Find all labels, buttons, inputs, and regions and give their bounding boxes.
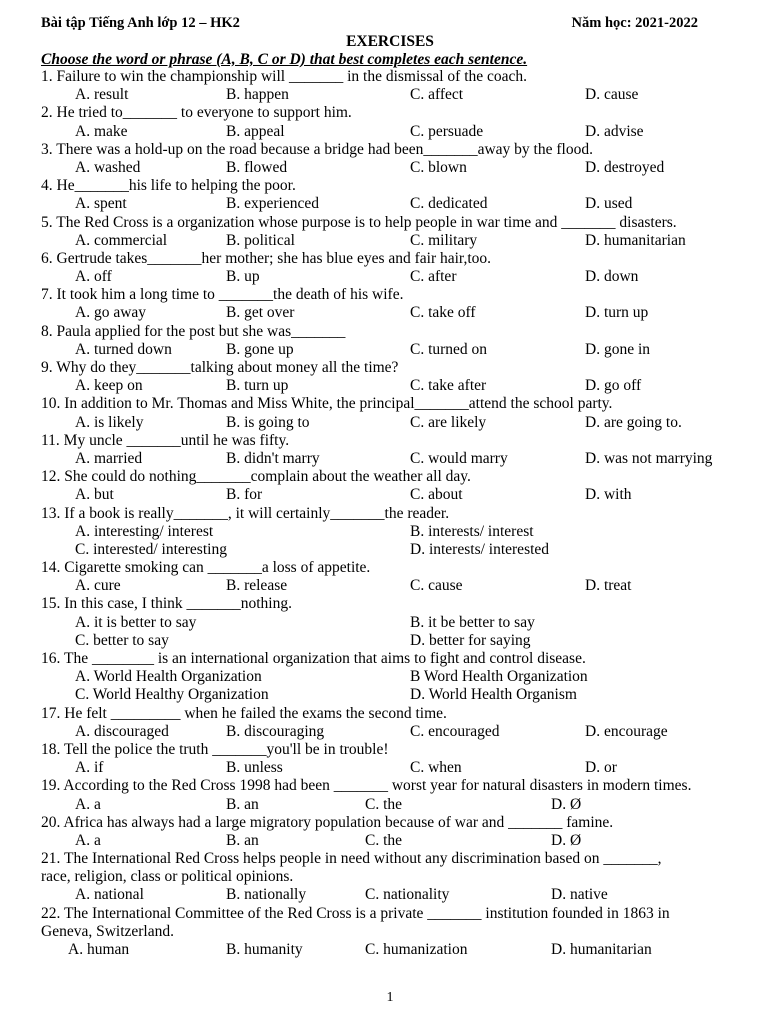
answer-option: B. up (226, 268, 260, 286)
answer-option: D. or (585, 759, 617, 777)
options-row (41, 414, 761, 432)
answer-option: B. humanity (226, 941, 303, 958)
options-row (41, 341, 761, 359)
answer-option: C. affect (410, 86, 464, 104)
answer-option: D. used (585, 195, 633, 213)
question-item (41, 814, 761, 850)
question-item (41, 359, 761, 395)
answer-option: B. release (226, 577, 288, 595)
answer-option: C. dedicated (410, 195, 488, 213)
answer-option: C. interested/ interesting (75, 540, 227, 558)
answer-option: C. after (410, 268, 457, 286)
question-item (41, 468, 761, 504)
answer-option: B. turn up (226, 377, 289, 395)
question-stem: 12. She could do nothing_______complain about the weather all day. (41, 468, 471, 486)
answer-option: A. turned down (75, 340, 172, 358)
options-row (41, 796, 761, 814)
answer-option: B. it be better to say (410, 613, 535, 631)
answer-option: A. if (75, 759, 104, 777)
answer-option: B. experienced (226, 195, 319, 213)
options-row (41, 86, 761, 104)
answer-option: D. Ø (551, 795, 582, 813)
question-item (41, 432, 761, 468)
question-stem: 13. If a book is really_______, it will certainly_______the reader. (41, 504, 450, 522)
answer-option: B. an (226, 831, 259, 849)
answer-option: D. destroyed (585, 158, 665, 176)
answer-option: B Word Health Organization (410, 668, 588, 686)
question-item (41, 650, 761, 705)
question-stem: 5. The Red Cross is a organization whose purpose is to help people in war time and _______ disasters. (41, 213, 677, 231)
answer-option: B. is going to (226, 413, 310, 431)
question-stem: 7. It took him a long time to _______the death of his wife. (41, 286, 404, 304)
answer-option: B. unless (226, 759, 283, 777)
exercise-title: EXERCISES (346, 33, 434, 50)
question-item (41, 177, 761, 213)
options-row (41, 159, 761, 177)
options-row (41, 304, 761, 322)
question-stem: 2. He tried to_______ to everyone to support him. (41, 104, 352, 122)
answer-option: C. nationality (365, 886, 450, 904)
question-stem: 16. The ________ is an international organization that aims to fight and control disease. (41, 650, 586, 667)
answer-option: B. an (226, 795, 259, 813)
question-item (41, 777, 761, 813)
question-item (41, 595, 761, 650)
options-row (41, 486, 761, 504)
question-stem: 20. Africa has always had a large migratory population because of war and _______ famine. (41, 813, 614, 831)
answer-option: B. didn't marry (226, 449, 320, 467)
question-item (41, 850, 761, 905)
question-stem: 4. He_______his life to helping the poor. (41, 177, 296, 195)
answer-option: C. take off (410, 304, 476, 322)
answer-option: C. are likely (410, 413, 487, 431)
question-stem: 19. According to the Red Cross 1998 had been _______ worst year for natural disasters in modern times. (41, 777, 692, 795)
options-row (41, 686, 761, 704)
options-row (41, 832, 761, 850)
answer-option: C. encouraged (410, 722, 500, 740)
answer-option: A. human (68, 941, 130, 958)
answer-option: D. down (585, 268, 639, 286)
question-stem: 3. There was a hold-up on the road because a bridge had been_______away by the flood. (41, 140, 593, 158)
answer-option: A. discouraged (75, 722, 169, 740)
question-item (41, 286, 761, 322)
exercise-instruction: Choose the word or phrase (A, B, C or D) that best completes each sentence. (41, 51, 528, 68)
page-header (41, 15, 698, 35)
options-row (41, 541, 761, 559)
answer-option: A. washed (75, 158, 141, 176)
question-stem: 17. He felt _________ when he failed the exams the second time. (41, 704, 447, 722)
answer-option: B. nationally (226, 886, 307, 904)
answer-option: A. World Health Organization (75, 668, 262, 686)
answer-option: D. turn up (585, 304, 649, 322)
options-row (41, 759, 761, 777)
answer-option: A. is likely (75, 413, 144, 431)
answer-option: A. result (75, 86, 129, 104)
question-item (41, 395, 761, 431)
options-row (41, 886, 761, 904)
answer-option: B. happen (226, 86, 289, 104)
question-stem: 8. Paula applied for the post but she was_______ (41, 322, 346, 340)
answer-option: B. appeal (226, 122, 285, 140)
question-item (41, 250, 761, 286)
answer-option: C. World Healthy Organization (75, 686, 269, 704)
options-row (41, 195, 761, 213)
answer-option: C. blown (410, 158, 467, 176)
question-stem: 11. My uncle _______until he was fifty. (41, 431, 290, 449)
answer-option: C. about (410, 486, 463, 504)
answer-option: B. interests/ interest (410, 522, 534, 540)
options-row (41, 941, 761, 959)
question-item (41, 141, 761, 177)
answer-option: D. with (585, 486, 632, 504)
answer-option: D. go off (585, 377, 642, 395)
answer-option: A. a (75, 831, 101, 849)
answer-option: D. Ø (551, 831, 582, 849)
question-item (41, 214, 761, 250)
question-item (41, 104, 761, 140)
answer-option: B. discouraging (226, 722, 325, 740)
answer-option: D. better for saying (410, 631, 531, 649)
question-stem: 18. Tell the police the truth _______you'll be in trouble! (41, 740, 389, 758)
question-stem: 6. Gertrude takes_______her mother; she has blue eyes and fair hair,too. (41, 249, 492, 267)
question-item (41, 68, 761, 104)
header-school-year: Năm học: 2021-2022 (571, 15, 698, 31)
answer-option: C. persuade (410, 122, 484, 140)
answer-option: A. interesting/ interest (75, 522, 214, 540)
question-stem: 10. In addition to Mr. Thomas and Miss White, the principal_______attend the school party. (41, 395, 613, 413)
answer-option: B. get over (226, 304, 295, 322)
answer-option: B. political (226, 231, 295, 249)
options-row (41, 523, 761, 541)
answer-option: D. are going to. (585, 413, 682, 431)
answer-option: A. commercial (75, 231, 168, 249)
answer-option: C. humanization (365, 941, 468, 958)
question-item (41, 323, 761, 359)
answer-option: B. flowed (226, 158, 288, 176)
answer-option: C. take after (410, 377, 487, 395)
answer-option: D. was not marrying (585, 449, 713, 467)
answer-option: D. encourage (585, 722, 668, 740)
answer-option: A. national (75, 886, 144, 904)
options-row (41, 232, 761, 250)
answer-option: D. native (551, 886, 608, 904)
question-item (41, 705, 761, 741)
question-stem: 22. The International Committee of the Red Cross is a private _______ institution founded in 1863 in (41, 904, 670, 922)
answer-option: D. World Health Organism (410, 686, 577, 704)
options-row (41, 268, 761, 286)
page-number: 1 (386, 990, 394, 1005)
question-stem: 9. Why do they_______talking about money all the time? (41, 359, 399, 376)
options-row (41, 668, 761, 686)
question-item (41, 905, 761, 960)
answer-option: D. cause (585, 86, 639, 104)
answer-option: C. cause (410, 577, 463, 595)
question-item (41, 505, 761, 560)
answer-option: C. the (365, 831, 403, 849)
question-stem: race, religion, class or political opinions. (41, 868, 294, 886)
answer-option: D. advise (585, 122, 644, 140)
options-row (41, 577, 761, 595)
answer-option: C. the (365, 795, 403, 813)
header-course-title: Bài tập Tiếng Anh lớp 12 – HK2 (41, 15, 240, 31)
answer-option: A. but (75, 486, 114, 504)
question-stem: 1. Failure to win the championship will _______ in the dismissal of the coach. (41, 68, 528, 85)
answer-option: C. military (410, 231, 478, 249)
answer-option: B. for (226, 486, 263, 504)
answer-option: A. it is better to say (75, 613, 197, 631)
answer-option: C. when (410, 759, 462, 777)
answer-option: A. off (75, 268, 112, 286)
options-row (41, 450, 761, 468)
answer-option: C. would marry (410, 449, 508, 467)
answer-option: C. better to say (75, 631, 169, 649)
answer-option: C. turned on (410, 340, 488, 358)
question-item (41, 741, 761, 777)
options-row (41, 377, 761, 395)
answer-option: A. spent (75, 195, 127, 213)
answer-option: D. interests/ interested (410, 540, 550, 558)
options-row (41, 723, 761, 741)
question-stem: 14. Cigarette smoking can _______a loss of appetite. (41, 559, 371, 577)
answer-option: A. make (75, 122, 128, 140)
question-item (41, 559, 761, 595)
answer-option: D. treat (585, 577, 632, 595)
answer-option: D. humanitarian (551, 941, 652, 958)
question-stem: Geneva, Switzerland. (41, 922, 174, 940)
answer-option: B. gone up (226, 340, 294, 358)
question-list (41, 68, 761, 959)
answer-option: D. humanitarian (585, 231, 686, 249)
answer-option: A. a (75, 795, 101, 813)
question-stem: 15. In this case, I think _______nothing. (41, 595, 292, 613)
answer-option: A. keep on (75, 377, 143, 395)
options-row (41, 614, 761, 632)
answer-option: A. go away (75, 304, 147, 322)
options-row (41, 632, 761, 650)
options-row (41, 123, 761, 141)
question-stem: 21. The International Red Cross helps people in need without any discrimination based on _______, (41, 850, 662, 868)
answer-option: D. gone in (585, 340, 651, 358)
answer-option: A. cure (75, 577, 121, 595)
answer-option: A. married (75, 449, 143, 467)
